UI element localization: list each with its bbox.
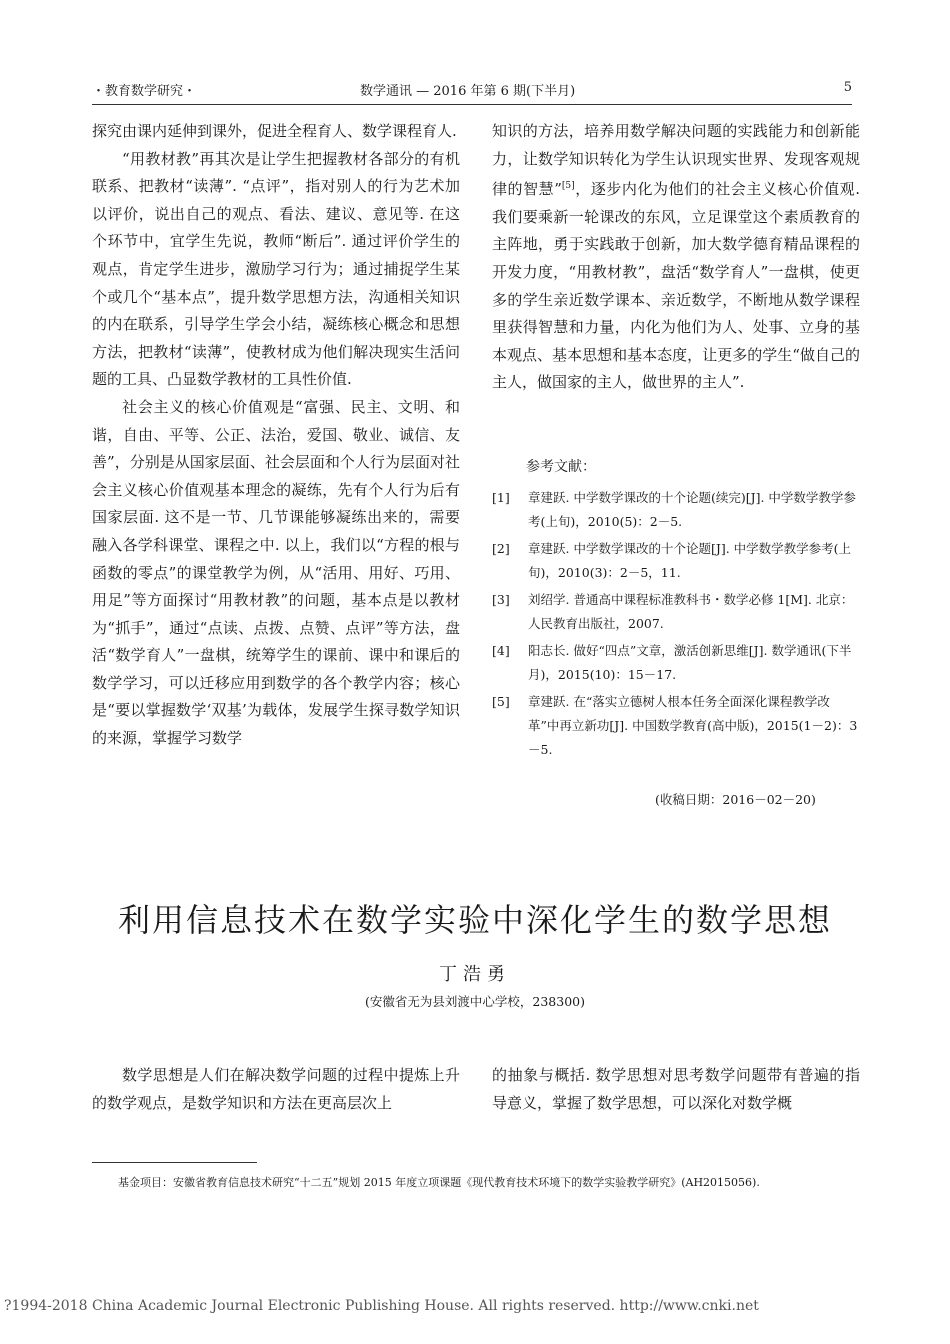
reference-number: [4]	[492, 643, 510, 658]
running-header	[92, 80, 852, 104]
paragraph-text: ，逐步内化为他们的社会主义核心价值观. 我们要乘新一轮课改的东风，立足课堂这个素质教育的主阵地，勇于实践敢于创新，加大数学德育精品课程的开发力度，“用教材教”，盘活“数学育人”一盘棋，使更多的学生亲近数学课本、亲近数学，不断地从数学课程里获得智慧和力量，内化为他们为人、处事、立身的基本观点、基本思想和基本态度，让更多的学生“做自己的主人，做国家的主人，做世界的主人”.	[492, 180, 860, 392]
reference-number: [1]	[492, 490, 510, 505]
references-list	[492, 486, 860, 765]
reference-item	[492, 690, 860, 762]
article-title: 利用信息技术在数学实验中深化学生的数学思想	[117, 901, 832, 939]
reference-text: 阳志长. 做好“四点”文章，激活创新思维[J]. 数学通讯(下半月)，2015(10)：15－17.	[528, 643, 852, 682]
paragraph: 探究由课内延伸到课外，促进全程育人、数学课程育人.	[92, 122, 457, 140]
intro-right-column	[492, 1062, 860, 1117]
reference-text: 章建跃. 在“落实立德树人根本任务全面深化课程教学改革”中再立新功[J]. 中国数学教育(高中版)，2015(1－2)：3－5.	[528, 694, 858, 757]
references-title: 参考文献：	[526, 459, 596, 475]
reference-number: [2]	[492, 541, 510, 556]
reference-item	[492, 537, 860, 585]
reference-item	[492, 486, 860, 534]
section-label: ・教育数学研究・	[92, 84, 197, 99]
left-column	[92, 118, 460, 753]
reference-number: [5]	[492, 694, 510, 709]
paragraph-text: 知识的方法，培养用数学解决问题的实践能力和创新能力，让数学知识转化为学生认识现实世界、发现客观规律的智慧”	[492, 122, 860, 199]
article-author: 丁浩勇	[439, 964, 511, 985]
journal-issue: 数学通讯 — 2016 年第 6 期(下半月)	[360, 84, 576, 99]
funding-footnote: 基金项目：安徽省教育信息技术研究“十二五”规划 2015 年度立项课题《现代教育技术环境下的数学实验教学研究》(AH2015056).	[118, 1176, 760, 1189]
copyright-footer: ?1994-2018 China Academic Journal Electronic Publishing House. All rights reserved. http://www.cnki.net	[4, 1298, 759, 1314]
author-affiliation: (安徽省无为县刘渡中心学校，238300)	[365, 994, 585, 1009]
header-rule	[92, 104, 852, 105]
paragraph: “用教材教”再其次是让学生把握教材各部分的有机联系、把教材“读薄”. “点评”，指对别人的行为艺术加以评价，说出自己的观点、看法、建议、意见等. 在这个环节中，宜学生先说，教师“断后”. 通过评价学生的观点，肯定学生进步，激励学习行为；通过捕捉学生某个或几个“基本点”，提升数学思想方法，沟通相关知识的内在联系，引导学生学会小结，凝练核心概念和思想方法，把教材“读薄”，使教材成为他们解决现实生活问题的工具、凸显数学教材的工具性价值.	[92, 149, 460, 389]
reference-number: [3]	[492, 592, 510, 607]
page-number: 5	[843, 80, 852, 95]
reference-item	[492, 639, 860, 687]
reference-text: 章建跃. 中学数学课改的十个论题[J]. 中学数学教学参考(上旬)，2010(3)：2－5，11.	[528, 541, 852, 580]
right-column	[492, 118, 860, 397]
paragraph: 社会主义的核心价值观是“富强、民主、文明、和谐，自由、平等、公正、法治，爱国、敬业、诚信、友善”，分别是从国家层面、社会层面和个人行为层面对社会主义核心价值观基本理念的凝练，先有个人行为后有国家层面. 这不是一节、几节课能够凝练出来的，需要融入各学科课堂、课程之中. 以上，我们以“方程的根与函数的零点”的课堂教学为例，从“活用、用好、巧用、用足”等方面探讨“用教材教”的问题，基本点是以教材为“抓手”，通过“点读、点拨、点赞、点评”等方法，盘活“数学育人”一盘棋，统筹学生的课前、课中和课后的数学学习，可以迁移应用到数学的各个教学内容；核心是“要以掌握数学‘双基’为载体，发展学生探寻数学知识的来源，掌握学习数学	[92, 397, 460, 748]
received-date: (收稿日期：2016－02－20)	[655, 792, 816, 807]
reference-text: 刘绍学. 普通高中课程标准教科书・数学必修 1[M]. 北京：人民教育出版社，2007.	[528, 592, 854, 631]
paragraph: 的抽象与概括. 数学思想对思考数学问题带有普遍的指导意义，掌握了数学思想，可以深化对数学概	[492, 1066, 860, 1112]
reference-text: 章建跃. 中学数学课改的十个论题(续完)[J]. 中学数学教学参考(上旬)，2010(5)：2－5.	[528, 490, 856, 529]
paragraph: 数学思想是人们在解决数学问题的过程中提炼上升的数学观点，是数学知识和方法在更高层次上	[92, 1066, 460, 1112]
intro-left-column	[92, 1062, 460, 1117]
footnote-rule	[92, 1162, 257, 1163]
reference-item	[492, 588, 860, 636]
paragraph	[492, 118, 860, 397]
citation-mark: [5]	[561, 181, 575, 192]
